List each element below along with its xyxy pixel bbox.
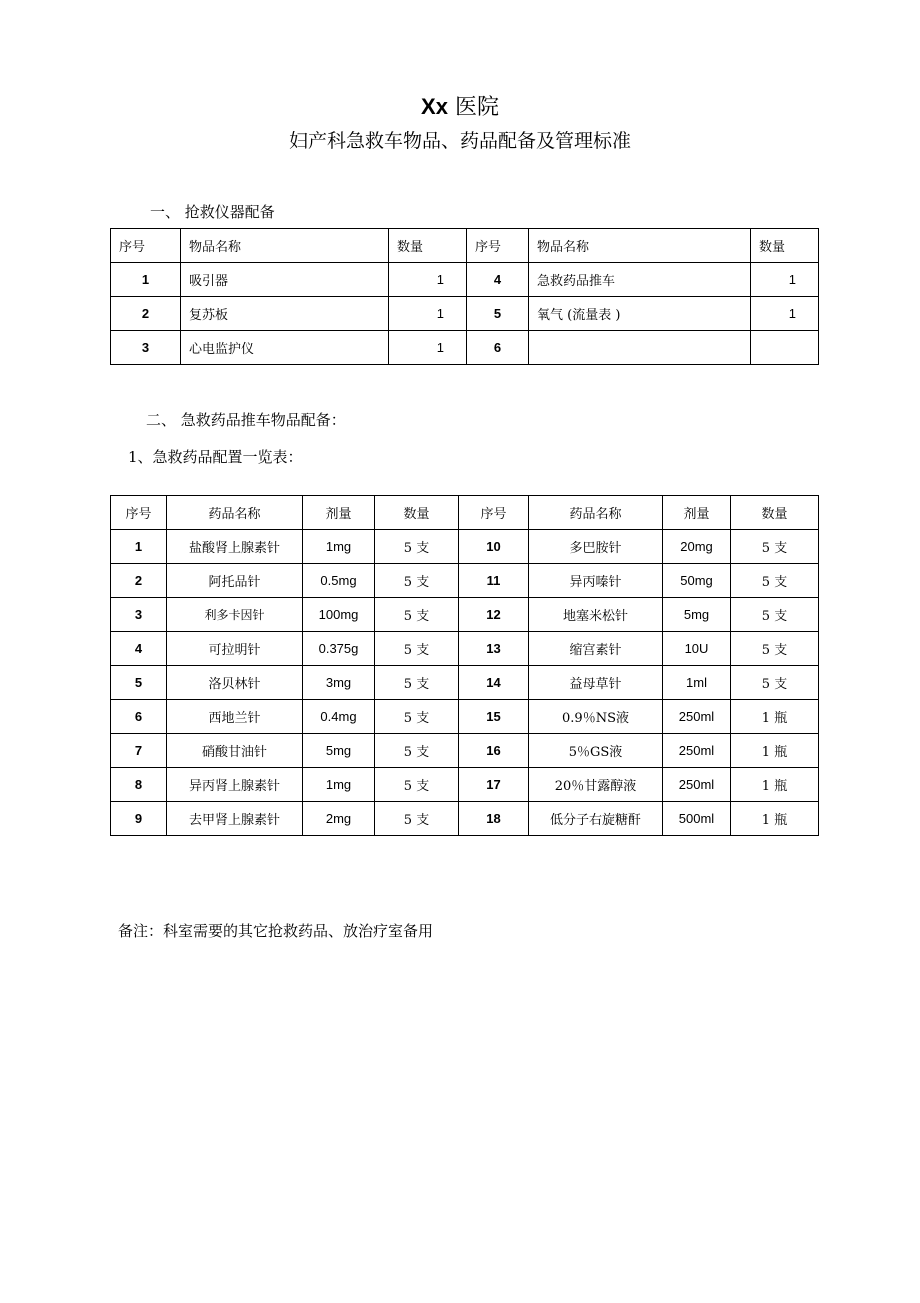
item-quantity [751, 331, 819, 365]
row-number: 15 [459, 700, 529, 734]
row-number: 11 [459, 564, 529, 598]
drug-quantity: 5 支 [375, 700, 459, 734]
row-number: 1 [111, 530, 167, 564]
item-name: 心电监护仪 [181, 331, 389, 365]
remark-note: 备注：科室需要的其它抢救药品、放治疗室备用 [118, 922, 434, 940]
drug-name: 地塞米松针 [529, 598, 663, 632]
document-subtitle: 妇产科急救车物品、药品配备及管理标准 [288, 130, 631, 152]
header-cell: 数量 [375, 496, 459, 530]
drug-quantity: 5 支 [731, 666, 819, 700]
drug-quantity: 1 瓶 [731, 802, 819, 836]
table-row [111, 666, 819, 700]
drug-quantity: 5 支 [375, 734, 459, 768]
drug-name: 阿托品针 [167, 564, 303, 598]
header-cell: 数量 [389, 229, 467, 263]
drug-name: 0.9％NS液 [529, 700, 663, 734]
drug-quantity: 5 支 [375, 530, 459, 564]
row-number: 3 [111, 598, 167, 632]
row-number: 16 [459, 734, 529, 768]
row-number: 2 [111, 297, 181, 331]
table-row [111, 768, 819, 802]
item-name [529, 331, 751, 365]
row-number: 2 [111, 564, 167, 598]
drug-quantity: 5 支 [731, 632, 819, 666]
header-cell: 物品名称 [181, 229, 389, 263]
drug-quantity: 1 瓶 [731, 700, 819, 734]
drug-dose: 250ml [663, 768, 731, 802]
drug-dose: 100mg [303, 598, 375, 632]
item-name: 急救药品推车 [529, 263, 751, 297]
row-number: 5 [467, 297, 529, 331]
row-number: 12 [459, 598, 529, 632]
row-number: 3 [111, 331, 181, 365]
drug-name: 20％甘露醇液 [529, 768, 663, 802]
title-suffix: 医院 [454, 95, 499, 120]
table-row [111, 734, 819, 768]
item-name: 氧气 (流量表 ) [529, 297, 751, 331]
section1-heading: 一、 抢救仪器配备 [150, 203, 275, 221]
table-row [111, 802, 819, 836]
row-number: 8 [111, 768, 167, 802]
header-cell: 剂量 [303, 496, 375, 530]
table-row [111, 530, 819, 564]
drug-table-header [111, 496, 819, 530]
row-number: 6 [111, 700, 167, 734]
drug-name: 洛贝林针 [167, 666, 303, 700]
drug-quantity: 5 支 [375, 564, 459, 598]
drug-dose: 2mg [303, 802, 375, 836]
header-cell: 序号 [111, 229, 181, 263]
item-name: 复苏板 [181, 297, 389, 331]
drug-dose: 250ml [663, 700, 731, 734]
drug-name: 盐酸肾上腺素针 [167, 530, 303, 564]
drug-dose: 0.375g [303, 632, 375, 666]
drug-quantity: 5 支 [375, 666, 459, 700]
title-prefix: Xx [421, 94, 448, 119]
drug-name: 利多卡因针 [167, 598, 303, 632]
row-number: 18 [459, 802, 529, 836]
header-cell: 药品名称 [529, 496, 663, 530]
drug-dose: 1mg [303, 530, 375, 564]
item-name: 吸引器 [181, 263, 389, 297]
header-cell: 药品名称 [167, 496, 303, 530]
row-number: 5 [111, 666, 167, 700]
row-number: 13 [459, 632, 529, 666]
table-row [111, 297, 819, 331]
table-row [111, 263, 819, 297]
drug-name: 可拉明针 [167, 632, 303, 666]
drug-dose: 1mg [303, 768, 375, 802]
header-cell: 物品名称 [529, 229, 751, 263]
section2-heading: 二、 急救药品推车物品配备： [146, 411, 346, 429]
table-row [111, 331, 819, 365]
header-cell: 剂量 [663, 496, 731, 530]
equipment-table [110, 228, 819, 365]
drug-dose: 0.5mg [303, 564, 375, 598]
row-number: 14 [459, 666, 529, 700]
header-cell: 数量 [751, 229, 819, 263]
header-cell: 序号 [111, 496, 167, 530]
drug-quantity: 5 支 [375, 632, 459, 666]
row-number: 4 [467, 263, 529, 297]
drug-dose: 500ml [663, 802, 731, 836]
drug-quantity: 1 瓶 [731, 768, 819, 802]
drug-quantity: 5 支 [375, 598, 459, 632]
section2-subheading: 1、急救药品配置一览表： [128, 448, 303, 466]
drug-dose: 1ml [663, 666, 731, 700]
header-cell: 数量 [731, 496, 819, 530]
drug-name: 多巴胺针 [529, 530, 663, 564]
equipment-table-header [111, 229, 819, 263]
drug-name: 去甲肾上腺素针 [167, 802, 303, 836]
item-quantity: 1 [751, 297, 819, 331]
drug-dose: 0.4mg [303, 700, 375, 734]
drug-name: 硝酸甘油针 [167, 734, 303, 768]
drug-name: 低分子右旋糖酐 [529, 802, 663, 836]
drug-dose: 20mg [663, 530, 731, 564]
drug-dose: 250ml [663, 734, 731, 768]
item-quantity: 1 [389, 263, 467, 297]
drug-quantity: 5 支 [731, 530, 819, 564]
drug-quantity: 1 瓶 [731, 734, 819, 768]
drug-quantity: 5 支 [731, 598, 819, 632]
row-number: 10 [459, 530, 529, 564]
document-title [0, 92, 920, 123]
header-cell: 序号 [467, 229, 529, 263]
drug-name: 异丙肾上腺素针 [167, 768, 303, 802]
table-row [111, 564, 819, 598]
row-number: 9 [111, 802, 167, 836]
row-number: 7 [111, 734, 167, 768]
drug-name: 缩宫素针 [529, 632, 663, 666]
item-quantity: 1 [751, 263, 819, 297]
drug-dose: 5mg [303, 734, 375, 768]
row-number: 1 [111, 263, 181, 297]
table-row [111, 598, 819, 632]
drug-dose: 10U [663, 632, 731, 666]
row-number: 6 [467, 331, 529, 365]
drug-name: 西地兰针 [167, 700, 303, 734]
drug-name: 异丙嗪针 [529, 564, 663, 598]
table-row [111, 700, 819, 734]
drug-quantity: 5 支 [731, 564, 819, 598]
item-quantity: 1 [389, 331, 467, 365]
table-row [111, 632, 819, 666]
row-number: 4 [111, 632, 167, 666]
row-number: 17 [459, 768, 529, 802]
drug-table [110, 495, 819, 836]
drug-name: 益母草针 [529, 666, 663, 700]
drug-dose: 50mg [663, 564, 731, 598]
header-cell: 序号 [459, 496, 529, 530]
drug-dose: 5mg [663, 598, 731, 632]
drug-quantity: 5 支 [375, 768, 459, 802]
drug-name: 5％GS液 [529, 734, 663, 768]
item-quantity: 1 [389, 297, 467, 331]
drug-dose: 3mg [303, 666, 375, 700]
drug-quantity: 5 支 [375, 802, 459, 836]
